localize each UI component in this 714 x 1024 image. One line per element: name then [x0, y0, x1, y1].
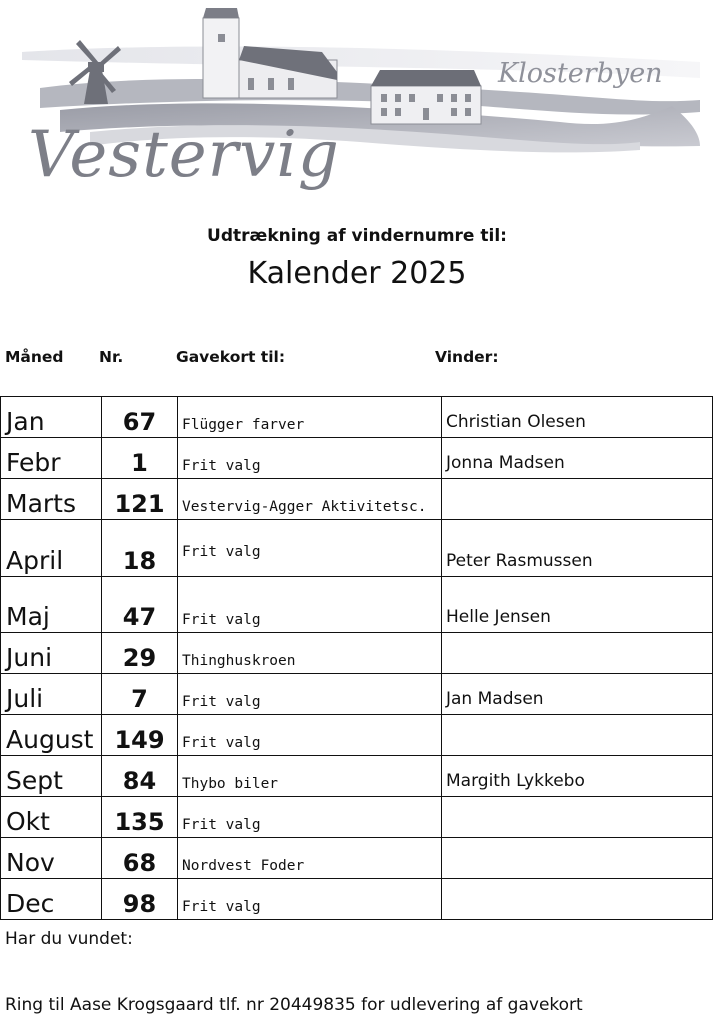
table-row — [1, 715, 713, 756]
winner-cell — [442, 479, 713, 520]
winner-cell — [442, 797, 713, 838]
table-row — [1, 879, 713, 920]
column-header-gift: Gavekort til: — [176, 348, 286, 366]
number-cell: 47 — [102, 577, 178, 633]
gift-cell: Frit valg — [178, 674, 442, 715]
gift-cell: Frit valg — [178, 520, 442, 577]
page-subtitle: Udtrækning af vindernumre til: — [207, 226, 507, 246]
gift-cell: Flügger farver — [178, 397, 442, 438]
footer-question: Har du vundet: — [5, 929, 133, 949]
gift-cell: Nordvest Foder — [178, 838, 442, 879]
logo-tagline: Klosterbyen — [498, 58, 663, 89]
gift-cell: Frit valg — [178, 797, 442, 838]
month-cell: Nov — [1, 838, 102, 879]
winner-cell — [442, 715, 713, 756]
month-cell: April — [1, 520, 102, 577]
winners-table — [0, 396, 713, 920]
winner-cell: Peter Rasmussen — [442, 520, 713, 577]
winner-cell — [442, 838, 713, 879]
table-row — [1, 838, 713, 879]
month-cell: Okt — [1, 797, 102, 838]
month-cell: Juli — [1, 674, 102, 715]
table-row — [1, 438, 713, 479]
vestervig-logo — [0, 0, 714, 215]
gift-cell: Frit valg — [178, 577, 442, 633]
month-cell: Dec — [1, 879, 102, 920]
month-cell: Maj — [1, 577, 102, 633]
manor-house-icon — [371, 70, 481, 124]
month-cell: Juni — [1, 633, 102, 674]
number-cell: 98 — [102, 879, 178, 920]
column-header-month: Måned — [5, 348, 64, 366]
gift-cell: Thybo biler — [178, 756, 442, 797]
table-row — [1, 756, 713, 797]
number-cell: 68 — [102, 838, 178, 879]
table-row — [1, 674, 713, 715]
gift-cell: Vestervig-Agger Aktivitetsc. — [178, 479, 442, 520]
month-cell: Jan — [1, 397, 102, 438]
winner-cell: Jonna Madsen — [442, 438, 713, 479]
gift-cell: Frit valg — [178, 438, 442, 479]
month-cell: Sept — [1, 756, 102, 797]
month-cell: Marts — [1, 479, 102, 520]
column-header-winner: Vinder: — [435, 348, 499, 366]
month-cell: August — [1, 715, 102, 756]
number-cell: 84 — [102, 756, 178, 797]
winner-cell: Margith Lykkebo — [442, 756, 713, 797]
number-cell: 29 — [102, 633, 178, 674]
number-cell: 121 — [102, 479, 178, 520]
winner-cell: Helle Jensen — [442, 577, 713, 633]
number-cell: 135 — [102, 797, 178, 838]
gift-cell: Frit valg — [178, 715, 442, 756]
number-cell: 67 — [102, 397, 178, 438]
winner-cell: Jan Madsen — [442, 674, 713, 715]
winner-cell — [442, 633, 713, 674]
table-row — [1, 520, 713, 577]
number-cell: 1 — [102, 438, 178, 479]
column-header-number: Nr. — [99, 348, 124, 366]
month-cell: Febr — [1, 438, 102, 479]
page-title: Kalender 2025 — [247, 256, 467, 291]
logo-wordmark: Vestervig — [28, 118, 340, 192]
table-row — [1, 797, 713, 838]
table-row — [1, 479, 713, 520]
table-row — [1, 397, 713, 438]
church-icon — [203, 8, 337, 98]
gift-cell: Thinghuskroen — [178, 633, 442, 674]
table-row — [1, 633, 713, 674]
number-cell: 7 — [102, 674, 178, 715]
number-cell: 18 — [102, 520, 178, 577]
winner-cell — [442, 879, 713, 920]
table-row — [1, 577, 713, 633]
gift-cell: Frit valg — [178, 879, 442, 920]
winner-cell: Christian Olesen — [442, 397, 713, 438]
number-cell: 149 — [102, 715, 178, 756]
footer-contact: Ring til Aase Krogsgaard tlf. nr 20449835 for udlevering af gavekort — [5, 995, 583, 1015]
